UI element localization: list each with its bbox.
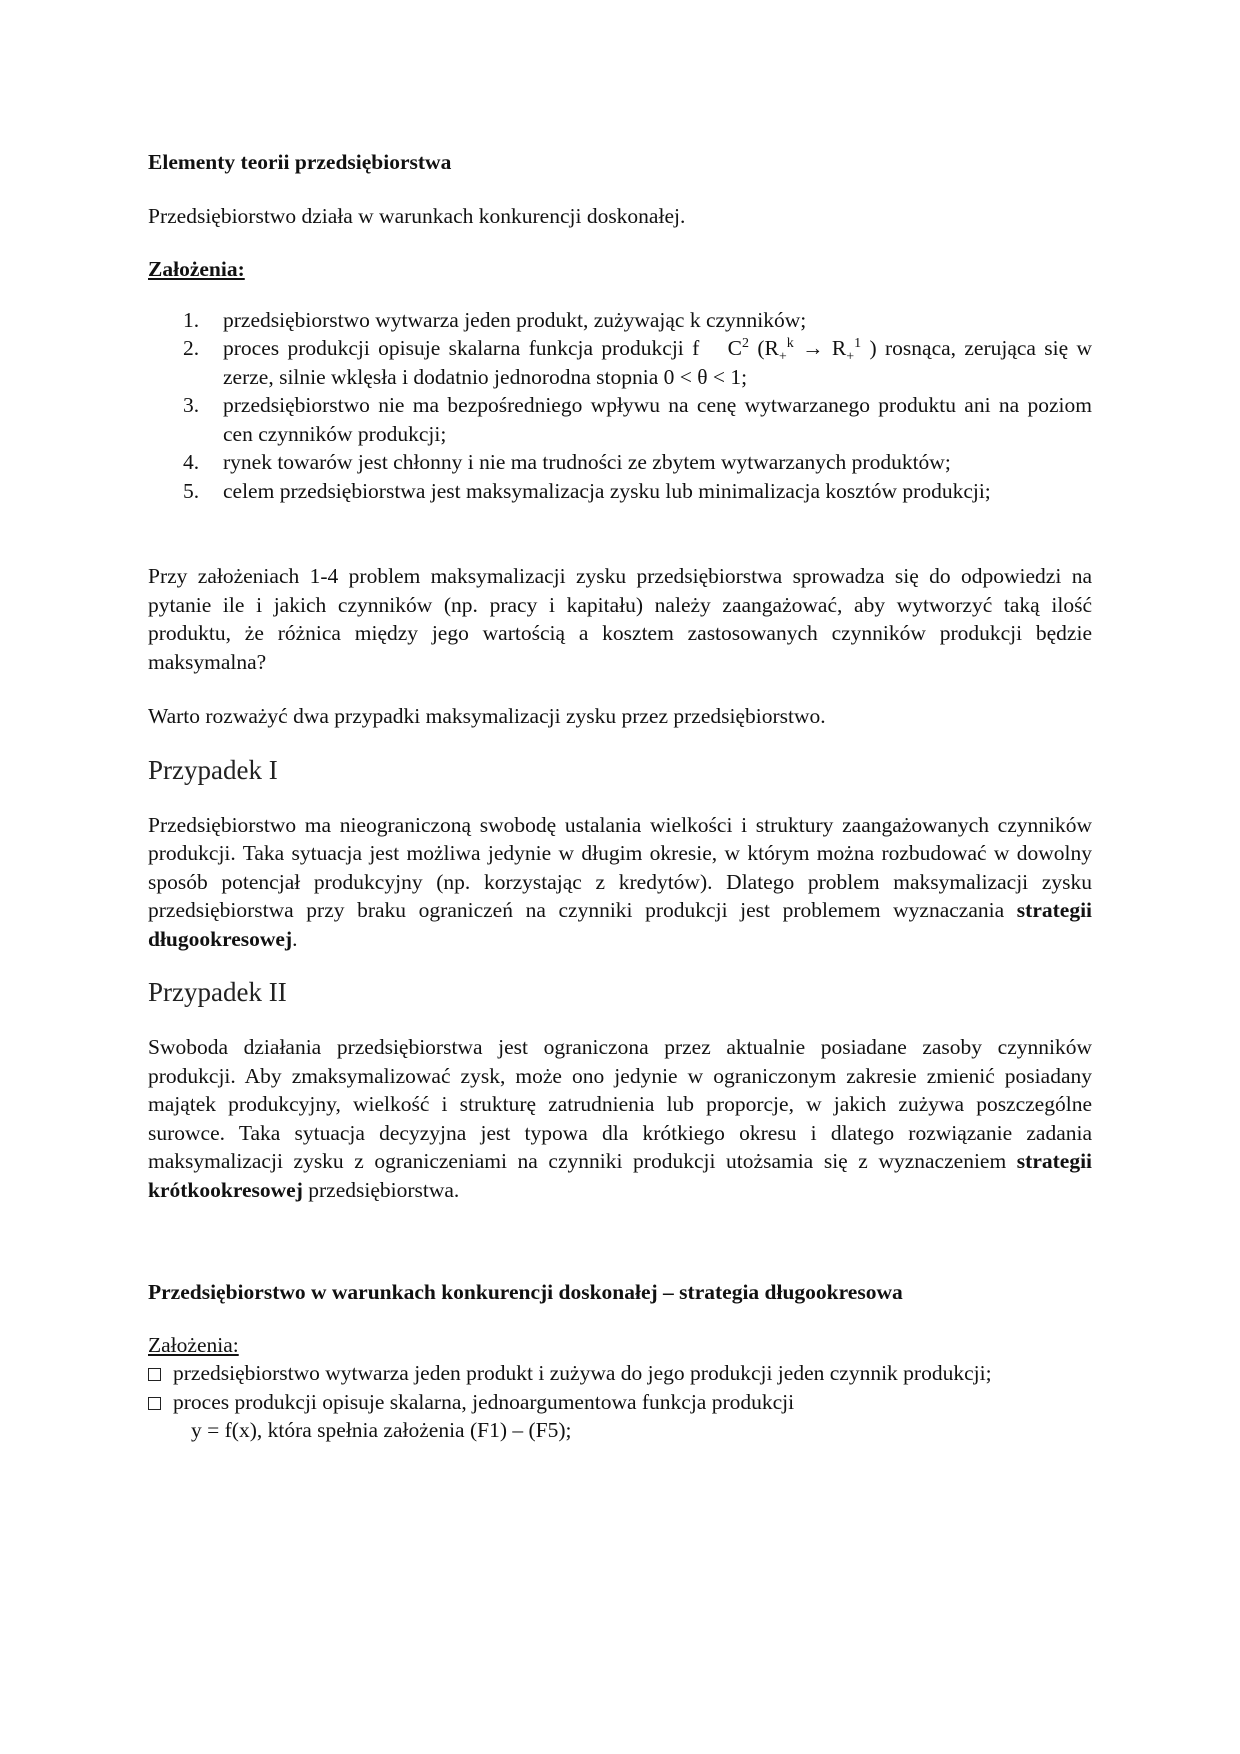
case1-text-end: . (292, 926, 298, 951)
document-title: Elementy teorii przedsiębiorstwa (148, 150, 452, 174)
list-item (148, 1388, 1092, 1417)
list-item-text: przedsiębiorstwo wytwarza jeden produkt, zużywając k czynników; (223, 307, 807, 332)
list-item-text: celem przedsiębiorstwa jest maksymalizacja zysku lub minimalizacja kosztów produkcji; (223, 478, 991, 503)
case2-bold-term: strategii krótkookresowej (148, 1149, 1093, 1202)
subscript: + (846, 349, 855, 365)
case1-text: Przedsiębiorstwo ma nieograniczoną swobodę ustalania wielkości i struktury zaangażowanych czynników produkcji. Taka sytuacja jest możliwa jedynie w długim okresie, w którym można rozbudować w dowolny sposób potencjał produkcyjny (np. korzystając z kredytów). Dlatego problem maksymalizacji zysku przedsiębiorstwa przy braku ograniczeń na czynniki produkcji jest problemem wyznaczania (148, 812, 1092, 922)
intro-paragraph: Przedsiębiorstwo działa w warunkach konkurencji doskonałej. (148, 203, 686, 228)
arrow-icon: → (802, 336, 824, 360)
list-item (148, 1359, 1092, 1388)
section2-assumptions-heading: Założenia: (148, 1332, 239, 1357)
superscript: k (786, 335, 794, 351)
list-item-text: proces produkcji opisuje skalarna funkcja produkcji f (223, 336, 700, 360)
case2-text: Swoboda działania przedsiębiorstwa jest ograniczona przez aktualnie posiadane zasoby czynników produkcji. Aby zmaksymalizować zysk, może ono jedynie w ograniczonym zakresie zmienić posiadany majątek produkcyjny, wielkość i strukturę zatrudnienia lub proporcje, w jakich zużywa poszczególne surowce. Taka sytuacja decyzyjna jest typowa dla krótkiego okresu i dlatego rozwiązanie zadania maksymalizacji zysku z ograniczeniami na czynniki produkcji utożsamia się z wyznaczeniem (148, 1035, 1092, 1173)
list-number: 3. (183, 393, 200, 417)
codomain-symbol: R (831, 336, 847, 360)
list-number: 5. (183, 478, 200, 503)
subscript: + (778, 349, 787, 365)
assumptions-heading: Założenia: (148, 257, 245, 281)
list-item-text: ) rosnąca, zerująca się w zerze, silnie wklęsła i dodatnio jednorodna stopnia 0 < θ < 1; (223, 336, 1093, 389)
document-page (148, 148, 1092, 1445)
paragraph-cases: Warto rozważyć dwa przypadki maksymalizacji zysku przez przedsiębiorstwo. (148, 704, 826, 728)
list-item-text: proces produkcji opisuje skalarna, jednoargumentowa funkcja produkcji (173, 1389, 795, 1414)
case1-heading: Przypadek I (148, 754, 278, 785)
list-item-text: przedsiębiorstwo wytwarza jeden produkt i zużywa do jego produkcji jeden czynnik produkcji; (173, 1361, 992, 1385)
case1-paragraph (148, 811, 1092, 954)
superscript: 2 (741, 335, 749, 351)
paragraph-problem: Przy założeniach 1-4 problem maksymalizacji zysku przedsiębiorstwa sprowadza się do odpowiedzi na pytanie ile i jakich czynników (np. pracy i kapitału) należy zaangażować, aby wytworzyć taką ilość produktu, że różnica między jego wartością a kosztem zastosowanych czynników produkcji będzie maksymalna? (148, 564, 1092, 674)
case2-paragraph (148, 1033, 1092, 1204)
list-number: 1. (183, 307, 200, 332)
list-item (148, 306, 1092, 335)
list-item (148, 477, 1092, 506)
assumptions-list (148, 306, 1092, 506)
function-space: C (727, 336, 742, 360)
list-item (148, 334, 1092, 391)
superscript: 1 (854, 335, 862, 351)
checkbox-bullet-icon (148, 1397, 161, 1410)
case2-text-end: przedsiębiorstwa. (308, 1177, 460, 1202)
list-item-text: przedsiębiorstwo nie ma bezpośredniego wpływu na cenę wytwarzanego produktu ani na poziom cen czynników produkcji; (223, 393, 1092, 446)
list-number: 4. (183, 450, 200, 474)
list-item (148, 391, 1092, 448)
section2-title: Przedsiębiorstwo w warunkach konkurencji doskonałej – strategia długookresowa (148, 1280, 903, 1304)
list-item (148, 448, 1092, 477)
formula-line: y = f(x), która spełnia założenia (F1) – (F5); (191, 1418, 572, 1442)
case1-bold-term: strategii długookresowej (148, 898, 1093, 951)
list-item-text: rynek towarów jest chłonny i nie ma trudności ze zbytem wytwarzanych produktów; (223, 450, 951, 474)
checkbox-bullet-icon (148, 1368, 161, 1381)
domain-symbol: (R (757, 336, 779, 360)
case2-heading: Przypadek II (148, 977, 287, 1007)
list-number: 2. (183, 336, 200, 360)
